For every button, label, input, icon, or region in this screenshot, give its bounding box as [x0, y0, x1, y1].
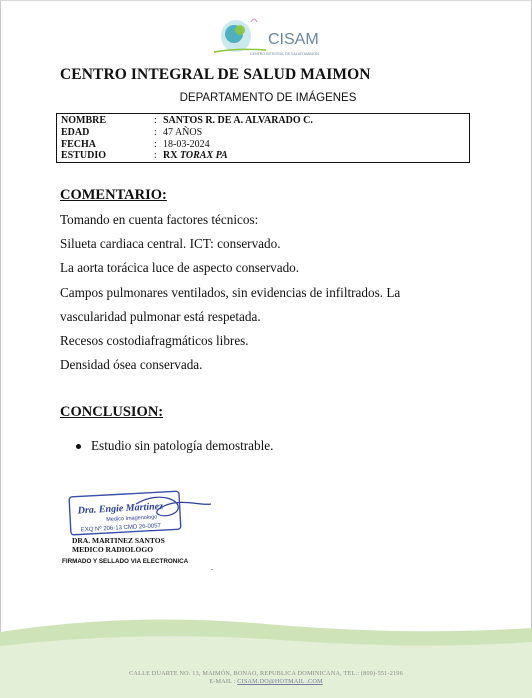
info-value-nombre: SANTOS R. DE A. ALVARADO C. — [163, 115, 313, 127]
info-separator: : — [154, 150, 157, 162]
info-row-fecha — [61, 138, 465, 150]
signature-note: FIRMADO Y SELLADO VIA ELECTRONICA — [62, 558, 189, 565]
stray-dot: . — [211, 563, 213, 572]
info-separator: : — [154, 138, 157, 150]
signatory-block — [72, 536, 165, 554]
footer-address: CALLE DUARTE NO. 13, MAIMÓN, BONAO, REPUBLICA DOMINICANA, TEL.: (809)-551-2196 — [129, 670, 403, 677]
info-label: EDAD — [61, 127, 90, 139]
info-value-estudio — [163, 150, 228, 161]
info-label: FECHA — [61, 138, 96, 150]
info-label: NOMBRE — [61, 115, 106, 127]
footer-email-label: E-MAIL : — [209, 678, 236, 685]
comentario-line: vascularidad pulmonar está respetada. — [60, 309, 261, 324]
info-label: ESTUDIO — [61, 150, 107, 162]
stamp-title-text: Medico Imagenologo — [106, 514, 158, 524]
stamp-name-text: Dra. Engie Martinez — [77, 501, 164, 517]
comentario-line: Silueta cardiaca central. ICT: conservado. — [60, 236, 281, 251]
info-value-edad: 47 AÑOS — [163, 127, 203, 139]
footer-contact — [0, 670, 532, 686]
info-row-estudio — [61, 150, 465, 162]
comentario-line: Recesos costodiafragmáticos libres. — [60, 333, 249, 348]
signature-stamp — [66, 484, 216, 536]
patient-info-box — [56, 113, 470, 163]
comentario-heading: COMENTARIO: — [60, 187, 167, 203]
estudio-type: TORAX PA — [179, 150, 228, 162]
cisam-logo — [206, 12, 336, 62]
conclusion-heading: CONCLUSION: — [60, 404, 164, 420]
logo-subtext: CENTRO INTEGRAL DE SALUD MAIMON — [250, 52, 319, 56]
comentario-line: La aorta torácica luce de aspecto conservado. — [60, 260, 300, 275]
page-title: CENTRO INTEGRAL DE SALUD MAIMON — [60, 66, 371, 83]
info-row-nombre — [61, 115, 465, 127]
stamp-exq-text: EXQ Nº 206-13 CMD 26-0057 — [80, 523, 162, 534]
logo-text: CISAM — [268, 31, 319, 48]
signatory-role: MEDICO RADIOLOGO — [72, 545, 154, 554]
conclusion-text: Estudio sin patología demostrable. — [91, 438, 274, 453]
footer-email-line — [0, 678, 532, 686]
signatory-name: DRA. MARTINEZ SANTOS — [72, 536, 165, 545]
comentario-line: Densidad ósea conservada. — [60, 357, 203, 372]
info-row-edad — [61, 127, 465, 139]
info-separator: : — [154, 127, 157, 139]
bullet-icon — [76, 444, 81, 449]
department-title: DEPARTAMENTO DE IMÁGENES — [179, 92, 357, 104]
comentario-line: Tomando en cuenta factores técnicos: — [60, 212, 259, 227]
footer-email-link[interactable]: CISAM.DO@HOTMAIL .COM — [237, 678, 323, 685]
info-separator: : — [154, 115, 157, 127]
conclusion-list-item — [76, 438, 273, 454]
info-value-fecha: 18-03-2024 — [163, 138, 210, 150]
comentario-line: Campos pulmonares ventilados, sin evidencias de infiltrados. La — [60, 285, 401, 300]
estudio-prefix: RX — [163, 150, 178, 162]
